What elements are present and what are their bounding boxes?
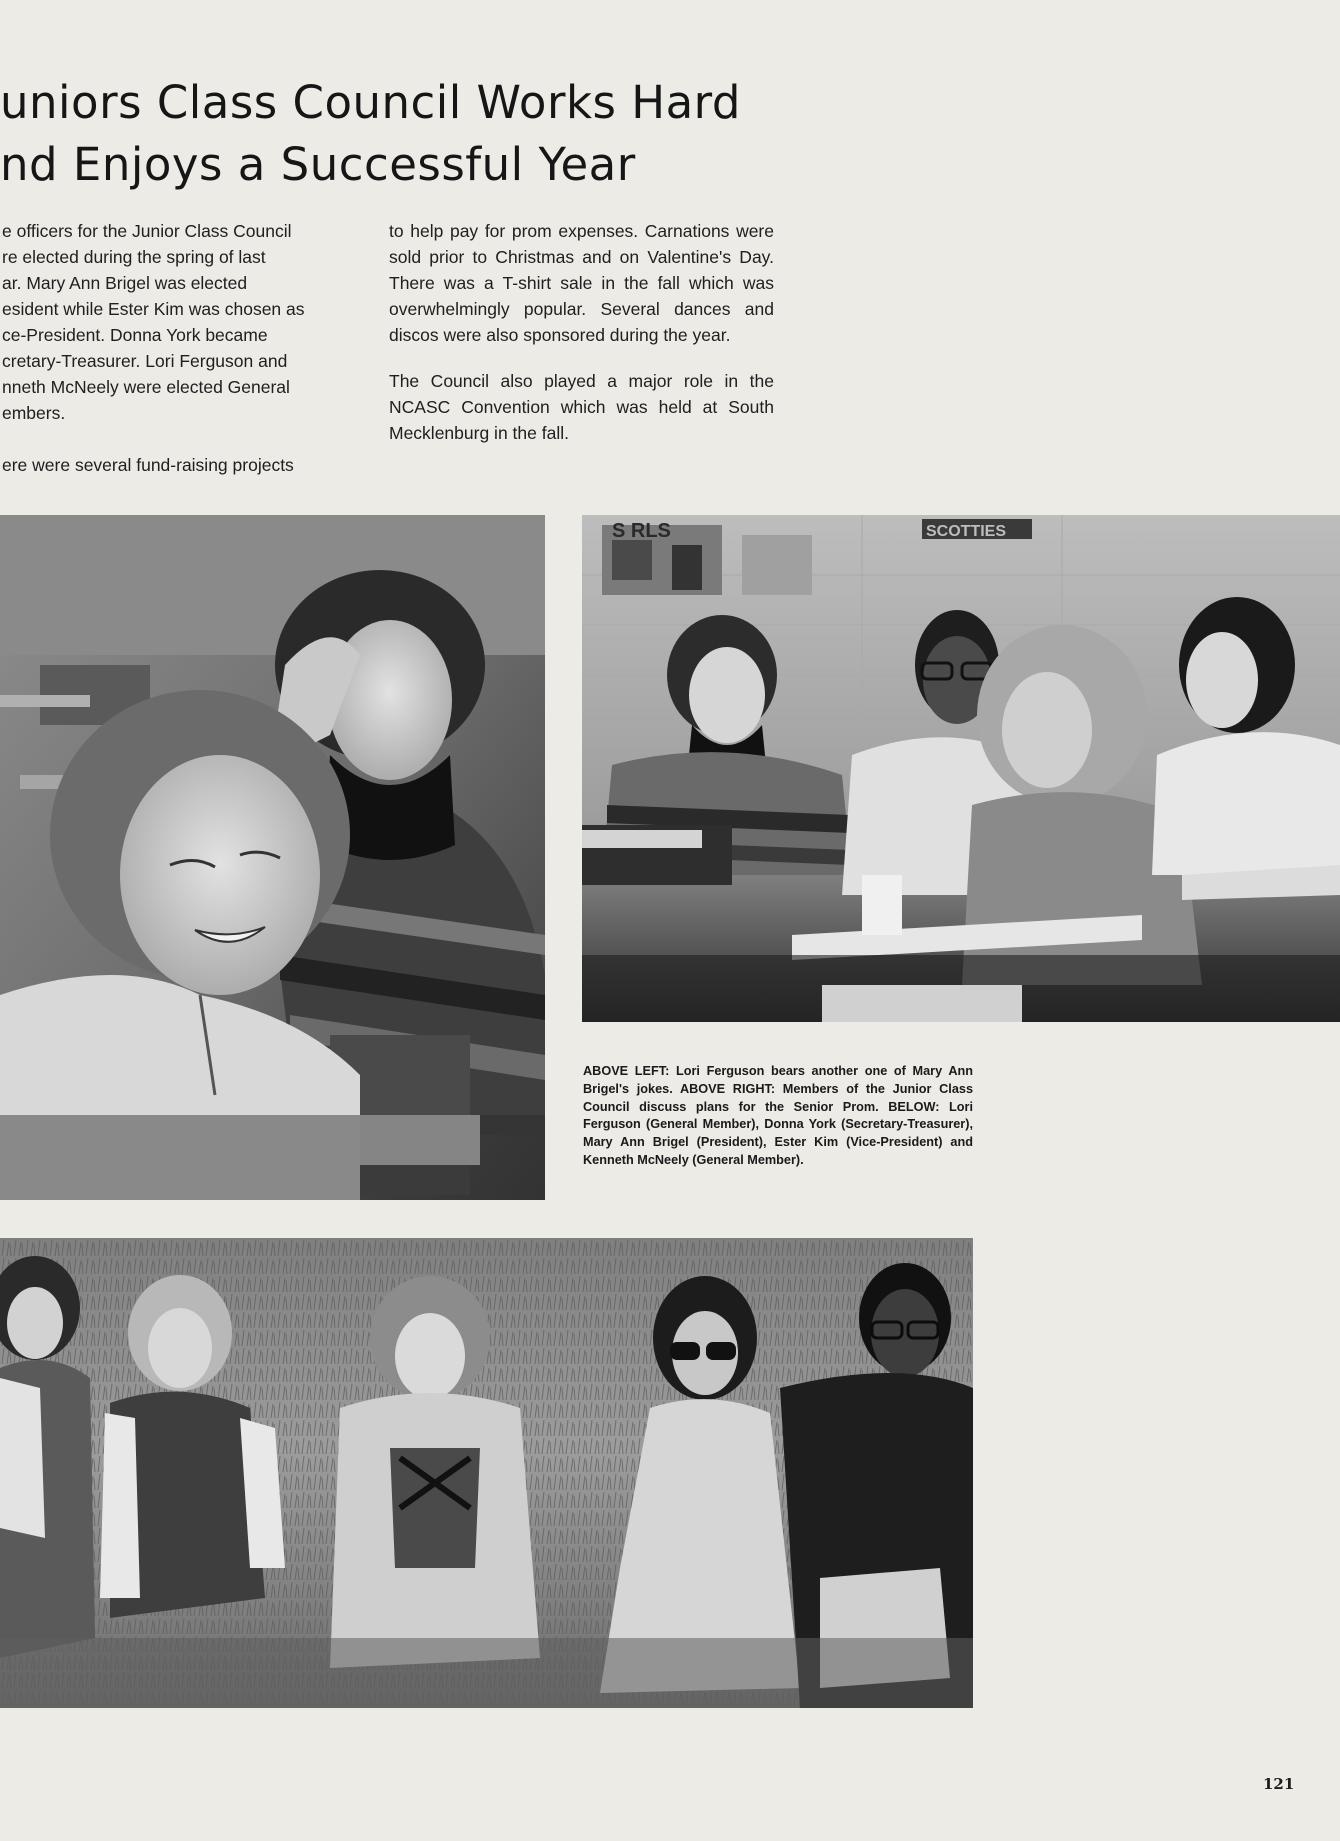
photo-caption: ABOVE LEFT: Lori Ferguson bears another one of Mary Ann Brigel's jokes. ABOVE RIGHT: Members of the Junior Class Council discuss plans for the Senior Prom. BELOW: Lori Ferguson (General Member), Donna York (Secretary-Treasurer), Mary Ann Brigel (President), Ester Kim (Vice-President) and Kenneth McNeely (General Member).	[583, 1064, 973, 1167]
column1-line: embers.	[2, 403, 66, 423]
column1-line: nneth McNeely were elected General	[2, 377, 290, 397]
body-column-left	[2, 218, 362, 478]
column1-line: e officers for the Junior Class Council	[2, 221, 292, 241]
photo-above-left	[0, 515, 545, 1200]
column1-line: re elected during the spring of last	[2, 247, 266, 267]
column1-line: esident while Ester Kim was chosen as	[2, 299, 305, 319]
article-headline	[0, 72, 780, 196]
photo-above-right-image	[582, 515, 1340, 1022]
column2-paragraph-1: to help pay for prom expenses. Carnations were sold prior to Christmas and on Valentine's Day. There was a T-shirt sale in the fall which was overwhelmingly popular. Several dances and discos were also sponsored during the year.	[389, 221, 774, 345]
column1-line: ar. Mary Ann Brigel was elected	[2, 273, 248, 293]
photo-below-image	[0, 1238, 973, 1708]
body-column-right	[389, 218, 774, 466]
headline-line-1: uniors Class Council Works Hard	[0, 76, 741, 129]
page-number: 121	[1263, 1775, 1295, 1793]
wall-sign-left: S RLS	[612, 520, 671, 542]
photo-above-left-image	[0, 515, 545, 1200]
column1-paragraph-2: ere were several fund-raising projects	[2, 455, 294, 475]
wall-sign-right: SCOTTIES	[926, 523, 1007, 540]
photo-above-right	[582, 515, 1340, 1022]
headline-line-2: nd Enjoys a Successful Year	[0, 138, 636, 191]
column1-line: cretary-Treasurer. Lori Ferguson and	[2, 351, 288, 371]
column1-line: ce-President. Donna York became	[2, 325, 268, 345]
column2-paragraph-2: The Council also played a major role in the NCASC Convention which was held at South Mecklenburg in the fall.	[389, 371, 774, 443]
photo-below-group	[0, 1238, 973, 1708]
